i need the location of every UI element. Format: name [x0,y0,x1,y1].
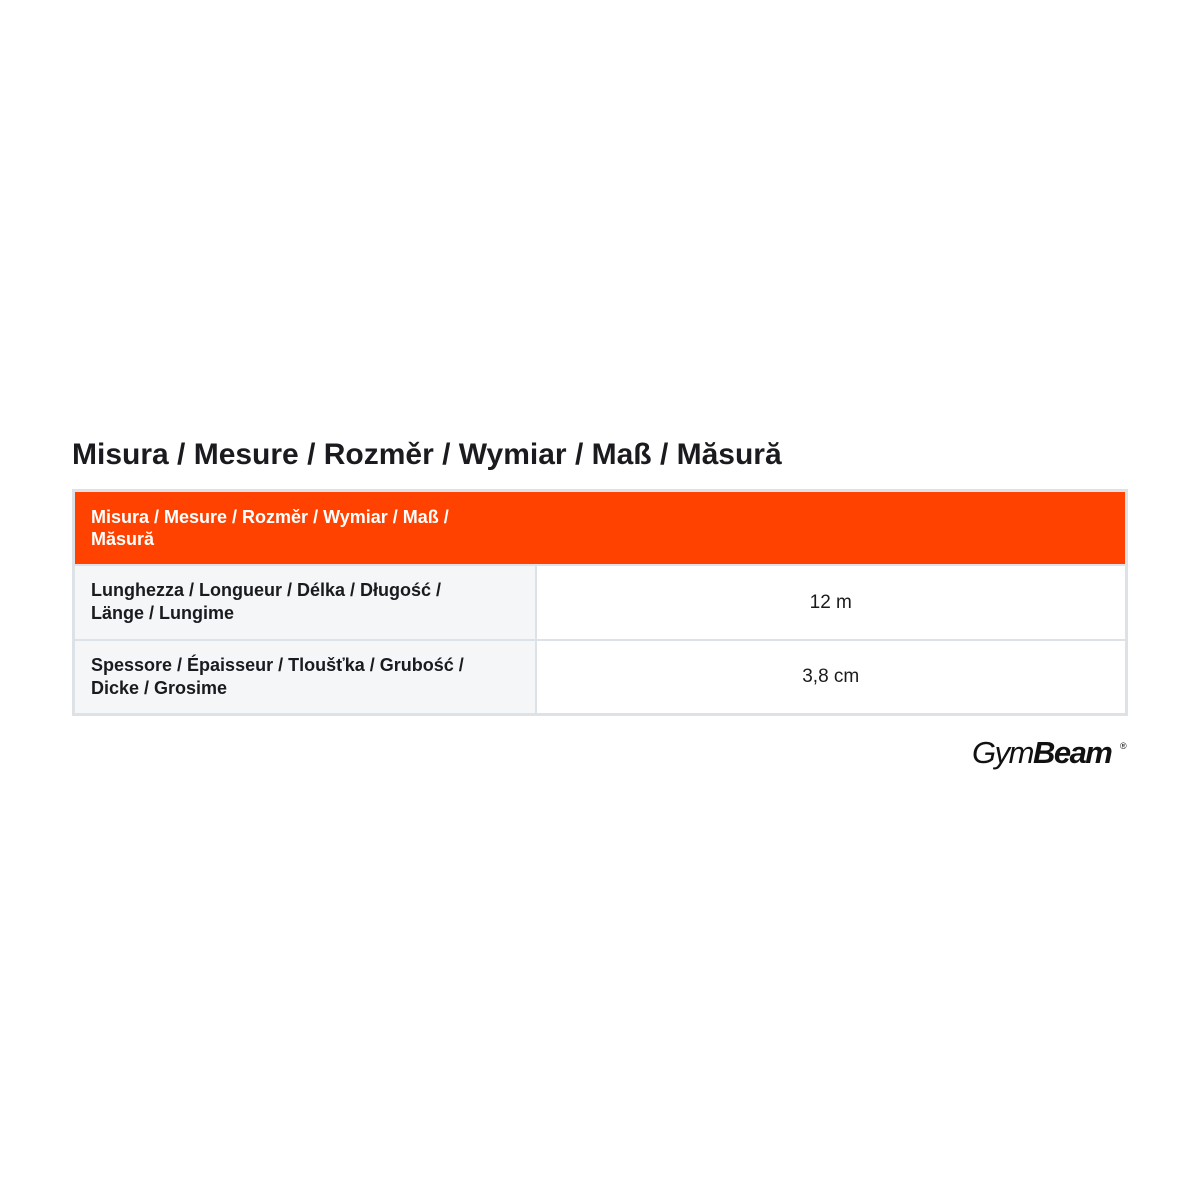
header-value-cell [536,491,1127,565]
logo-text-light: Gym [972,735,1033,770]
row-label: Spessore / Épaisseur / Tloušťka / Grubość / Dicke / Grosime [91,654,464,698]
table-header-row [74,491,1127,565]
registered-mark: ® [1120,741,1127,751]
page-title: Misura / Mesure / Rozměr / Wymiar / Maß / Măsură [72,438,782,471]
table-row [74,640,1127,715]
logo-text-bold: Beam [1032,735,1112,770]
header-label-cell [74,491,536,565]
header-label: Misura / Mesure / Rozměr / Wymiar / Maß / Măsură [91,506,449,549]
row-label-cell [74,565,536,640]
row-label-cell [74,640,536,715]
row-value: 12 m [536,565,1127,640]
table-row [74,565,1127,640]
gymbeam-logo [972,733,1132,773]
size-table [72,489,1128,716]
row-label: Lunghezza / Longueur / Délka / Długość / Länge / Lungime [91,580,442,623]
row-value: 3,8 cm [536,640,1127,715]
